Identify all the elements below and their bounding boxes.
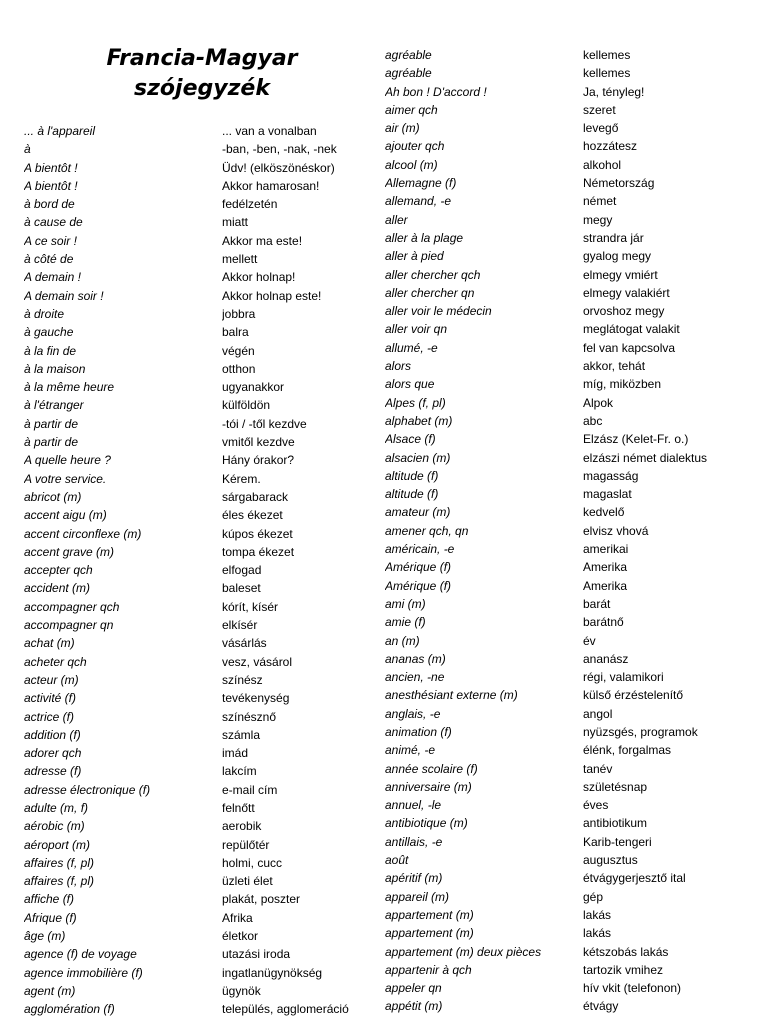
french-term: Amérique (f)	[385, 578, 452, 593]
hungarian-translation: orvoshoz megy	[583, 304, 665, 319]
hungarian-translation: Akkor ma este!	[222, 233, 303, 248]
hungarian-translation: felnőtt	[222, 800, 255, 815]
hungarian-translation: külső érzéstelenítő	[583, 688, 684, 703]
french-term: annuel, -le	[385, 798, 442, 813]
hungarian-translation: barát	[583, 596, 611, 611]
french-term: aérobic (m)	[24, 819, 85, 834]
hungarian-translation: Akkor hamarosan!	[222, 178, 320, 193]
hungarian-translation: miatt	[222, 215, 249, 230]
french-term: aller chercher qn	[385, 285, 475, 300]
hungarian-translation: étvágygerjesztő ital	[583, 871, 686, 886]
french-term: à la même heure	[24, 380, 115, 395]
hungarian-translation: Németország	[583, 176, 655, 191]
french-term: Ah bon ! D'accord !	[385, 84, 487, 99]
french-term: appartement (m)	[385, 926, 474, 941]
hungarian-translation: régi, valamikori	[583, 670, 664, 685]
french-term: à bord de	[24, 197, 75, 212]
hungarian-translation: Kérem.	[222, 471, 261, 486]
french-term: à gauche	[24, 325, 74, 340]
french-term: à cause de	[24, 215, 83, 230]
hungarian-translation: külföldön	[222, 398, 271, 413]
left-hungarian-column	[222, 122, 372, 1019]
french-term: anglais, -e	[385, 706, 441, 721]
french-term: ... à l'appareil	[24, 124, 95, 138]
hungarian-translation: végén	[222, 343, 255, 358]
french-term: appartenir à qch	[385, 962, 472, 977]
french-term: ancien, -ne	[385, 670, 445, 685]
french-term: ajouter qch	[385, 139, 445, 154]
hungarian-translation: vmitől kezdve	[222, 435, 295, 450]
french-term: adresse (f)	[24, 764, 82, 779]
french-term: année scolaire (f)	[385, 761, 478, 776]
french-term: alphabet (m)	[385, 413, 453, 428]
hungarian-translation: magasság	[583, 468, 639, 483]
hungarian-translation: ananász	[583, 651, 629, 666]
hungarian-translation: számla	[222, 727, 261, 742]
hungarian-translation: elkísér	[222, 618, 258, 633]
hungarian-translation: otthon	[222, 361, 256, 376]
hungarian-translation: Amerika	[583, 578, 628, 593]
hungarian-translation: mellett	[222, 252, 258, 267]
hungarian-translation: utazási iroda	[222, 947, 291, 962]
french-term: A demain !	[24, 270, 81, 285]
french-term: A bientôt !	[24, 160, 78, 175]
hungarian-translation: lakás	[583, 907, 612, 922]
french-term: août	[385, 853, 409, 868]
hungarian-translation: nyüzsgés, programok	[583, 724, 698, 739]
hungarian-translation: angol	[583, 706, 613, 721]
hungarian-translation: kedvelő	[583, 505, 625, 520]
french-term: A quelle heure ?	[24, 453, 111, 468]
hungarian-translation: Amerika	[583, 560, 628, 575]
hungarian-translation: év	[583, 633, 596, 648]
french-term: adresse électronique (f)	[24, 782, 151, 797]
french-term: aller	[385, 212, 408, 227]
french-term: adorer qch	[24, 746, 82, 761]
french-term: anesthésiant externe (m)	[385, 688, 518, 703]
hungarian-translation: Afrika	[222, 910, 253, 925]
french-term: A votre service.	[24, 471, 107, 486]
hungarian-translation: tompa ékezet	[222, 544, 295, 559]
hungarian-translation: -ban, -ben, -nak, -nek	[222, 142, 337, 157]
hungarian-translation: ingatlanügynökség	[222, 965, 323, 980]
hungarian-translation: éves	[583, 798, 609, 813]
hungarian-translation: kellemes	[583, 48, 631, 62]
hungarian-translation: Akkor holnap este!	[222, 288, 322, 303]
hungarian-translation: tartozik vmihez	[583, 962, 664, 977]
hungarian-translation: település, agglomeráció	[222, 1002, 349, 1017]
hungarian-translation: ugyanakkor	[222, 380, 285, 395]
hungarian-translation: Elzász (Kelet-Fr. o.)	[583, 432, 689, 447]
french-term: accent circonflexe (m)	[24, 526, 142, 541]
hungarian-translation: kúpos ékezet	[222, 526, 293, 541]
french-term: Alpes (f, pl)	[385, 395, 446, 410]
french-term: agglomération (f)	[24, 1002, 115, 1017]
hungarian-translation: imád	[222, 746, 249, 761]
hungarian-translation: kétszobás lakás	[583, 944, 669, 959]
hungarian-translation: lakcím	[222, 764, 257, 779]
hungarian-translation: abc	[583, 413, 603, 428]
french-term: ananas (m)	[385, 651, 446, 666]
hungarian-translation: magaslat	[583, 487, 632, 502]
french-term: à partir de	[24, 435, 79, 450]
french-term: acheter qch	[24, 654, 87, 669]
hungarian-translation: Ja, tényleg!	[583, 84, 645, 99]
french-term: alors que	[385, 377, 435, 392]
hungarian-translation: vesz, vásárol	[222, 654, 293, 669]
french-term: aller chercher qch	[385, 267, 481, 282]
french-term: appartement (m) deux pièces	[385, 944, 542, 959]
french-term: acteur (m)	[24, 672, 79, 687]
hungarian-translation: elfogad	[222, 563, 262, 578]
hungarian-translation: étvágy	[583, 999, 619, 1014]
hungarian-translation: német	[583, 194, 617, 209]
french-term: alsacien (m)	[385, 450, 451, 465]
french-term: altitude (f)	[385, 468, 439, 483]
hungarian-translation: tevékenység	[222, 691, 290, 706]
hungarian-translation: akkor, tehát	[583, 359, 646, 374]
french-term: anniversaire (m)	[385, 779, 472, 794]
french-term: allemand, -e	[385, 194, 452, 209]
french-term: à droite	[24, 306, 65, 321]
french-term: animation (f)	[385, 724, 452, 739]
hungarian-translation: amerikai	[583, 542, 629, 557]
french-term: aller voir le médecin	[385, 304, 492, 319]
french-term: an (m)	[385, 633, 420, 648]
french-term: aller à pied	[385, 249, 444, 264]
french-term: altitude (f)	[385, 487, 439, 502]
right-hungarian-column	[583, 46, 763, 1016]
hungarian-translation: sárgabarack	[222, 489, 289, 504]
hungarian-translation: Karib-tengeri	[583, 834, 652, 849]
french-term: à	[24, 142, 31, 157]
hungarian-translation: Alpok	[583, 395, 614, 410]
french-term: accompagner qn	[24, 618, 114, 633]
french-term: adulte (m, f)	[24, 800, 89, 815]
french-term: aimer qch	[385, 102, 438, 117]
french-term: A ce soir !	[24, 233, 77, 248]
hungarian-translation: strandra jár	[583, 230, 644, 245]
hungarian-translation: balra	[222, 325, 249, 340]
french-term: Alsace (f)	[385, 432, 436, 447]
hungarian-translation: elzászi német dialektus	[583, 450, 708, 465]
french-term: actrice (f)	[24, 709, 75, 724]
french-term: agent (m)	[24, 983, 76, 998]
hungarian-translation: kórít, kísér	[222, 599, 279, 614]
french-term: Amérique (f)	[385, 560, 452, 575]
french-term: apéritif (m)	[385, 871, 443, 886]
hungarian-translation: hozzátesz	[583, 139, 638, 154]
french-term: agence immobilière (f)	[24, 965, 143, 980]
french-term: à la maison	[24, 361, 86, 376]
hungarian-translation: elmegy vmiért	[583, 267, 658, 282]
hungarian-translation: szeret	[583, 102, 616, 117]
hungarian-translation: repülőtér	[222, 837, 270, 852]
hungarian-translation: baleset	[222, 581, 261, 596]
hungarian-translation: -tói / -től kezdve	[222, 416, 307, 431]
hungarian-translation: lakás	[583, 926, 612, 941]
french-term: alors	[385, 359, 412, 374]
french-term: à la fin de	[24, 343, 77, 358]
french-term: accident (m)	[24, 581, 91, 596]
french-term: agréable	[385, 48, 432, 62]
french-term: âge (m)	[24, 929, 66, 944]
french-term: appeler qn	[385, 981, 442, 996]
french-term: accepter qch	[24, 563, 93, 578]
hungarian-translation: életkor	[222, 929, 259, 944]
hungarian-translation: alkohol	[583, 157, 622, 172]
hungarian-translation: gép	[583, 889, 604, 904]
french-term: Allemagne (f)	[385, 176, 457, 191]
hungarian-translation: megy	[583, 212, 613, 227]
french-term: appartement (m)	[385, 907, 474, 922]
french-term: addition (f)	[24, 727, 81, 742]
hungarian-translation: Akkor holnap!	[222, 270, 296, 285]
french-term: aéroport (m)	[24, 837, 91, 852]
french-term: affaires (f, pl)	[24, 855, 95, 870]
hungarian-translation: gyalog megy	[583, 249, 652, 264]
page-title	[62, 44, 342, 104]
hungarian-translation: meglátogat valakit	[583, 322, 680, 337]
hungarian-translation: színész	[222, 672, 263, 687]
hungarian-translation: fedélzetén	[222, 197, 278, 212]
hungarian-translation: színésznő	[222, 709, 277, 724]
hungarian-translation: Üdv! (elköszönéskor)	[222, 160, 335, 175]
title-line-1: Francia-Magyar	[106, 46, 298, 71]
french-term: aller voir qn	[385, 322, 448, 337]
hungarian-translation: elvisz vhová	[583, 523, 649, 538]
hungarian-translation: holmi, cucc	[222, 855, 283, 870]
french-term: activité (f)	[24, 691, 77, 706]
hungarian-translation: ... van a vonalban	[222, 124, 317, 138]
french-term: alcool (m)	[385, 157, 438, 172]
hungarian-translation: Hány órakor?	[222, 453, 295, 468]
french-term: achat (m)	[24, 636, 75, 651]
french-term: A bientôt !	[24, 178, 78, 193]
french-term: amener qch, qn	[385, 523, 469, 538]
french-term: animé, -e	[385, 743, 436, 758]
hungarian-translation: plakát, poszter	[222, 892, 301, 907]
hungarian-translation: fel van kapcsolva	[583, 340, 676, 355]
right-french-column	[385, 46, 575, 1016]
french-term: air (m)	[385, 121, 420, 136]
french-term: américain, -e	[385, 542, 455, 557]
french-term: accompagner qch	[24, 599, 120, 614]
left-french-column	[24, 122, 214, 1019]
french-term: Afrique (f)	[24, 910, 77, 925]
hungarian-translation: aerobik	[222, 819, 262, 834]
hungarian-translation: barátnő	[583, 615, 624, 630]
hungarian-translation: hív vkit (telefonon)	[583, 981, 682, 996]
french-term: aller à la plage	[385, 230, 464, 245]
title-line-2: szójegyzék	[134, 76, 270, 101]
french-term: appareil (m)	[385, 889, 450, 904]
french-term: à partir de	[24, 416, 79, 431]
hungarian-translation: születésnap	[583, 779, 648, 794]
french-term: accent grave (m)	[24, 544, 115, 559]
french-term: ami (m)	[385, 596, 426, 611]
hungarian-translation: augusztus	[583, 853, 638, 868]
hungarian-translation: elmegy valakiért	[583, 285, 670, 300]
french-term: à côté de	[24, 252, 74, 267]
hungarian-translation: e-mail cím	[222, 782, 278, 797]
french-term: agence (f) de voyage	[24, 947, 137, 962]
hungarian-translation: élénk, forgalmas	[583, 743, 672, 758]
hungarian-translation: éles ékezet	[222, 508, 283, 523]
hungarian-translation: míg, miközben	[583, 377, 662, 392]
hungarian-translation: antibiotikum	[583, 816, 648, 831]
french-term: antibiotique (m)	[385, 816, 468, 831]
french-term: antillais, -e	[385, 834, 443, 849]
french-term: appétit (m)	[385, 999, 443, 1014]
hungarian-translation: üzleti élet	[222, 874, 273, 889]
hungarian-translation: jobbra	[222, 306, 256, 321]
hungarian-translation: kellemes	[583, 66, 631, 81]
french-term: abricot (m)	[24, 489, 82, 504]
french-term: amateur (m)	[385, 505, 451, 520]
french-term: A demain soir !	[24, 288, 104, 303]
french-term: agréable	[385, 66, 432, 81]
french-term: à l'étranger	[24, 398, 84, 413]
french-term: affaires (f, pl)	[24, 874, 95, 889]
french-term: affiche (f)	[24, 892, 75, 907]
hungarian-translation: ügynök	[222, 983, 261, 998]
hungarian-translation: tanév	[583, 761, 613, 776]
hungarian-translation: levegő	[583, 121, 619, 136]
french-term: accent aigu (m)	[24, 508, 107, 523]
hungarian-translation: vásárlás	[222, 636, 267, 651]
french-term: allumé, -e	[385, 340, 438, 355]
french-term: amie (f)	[385, 615, 426, 630]
